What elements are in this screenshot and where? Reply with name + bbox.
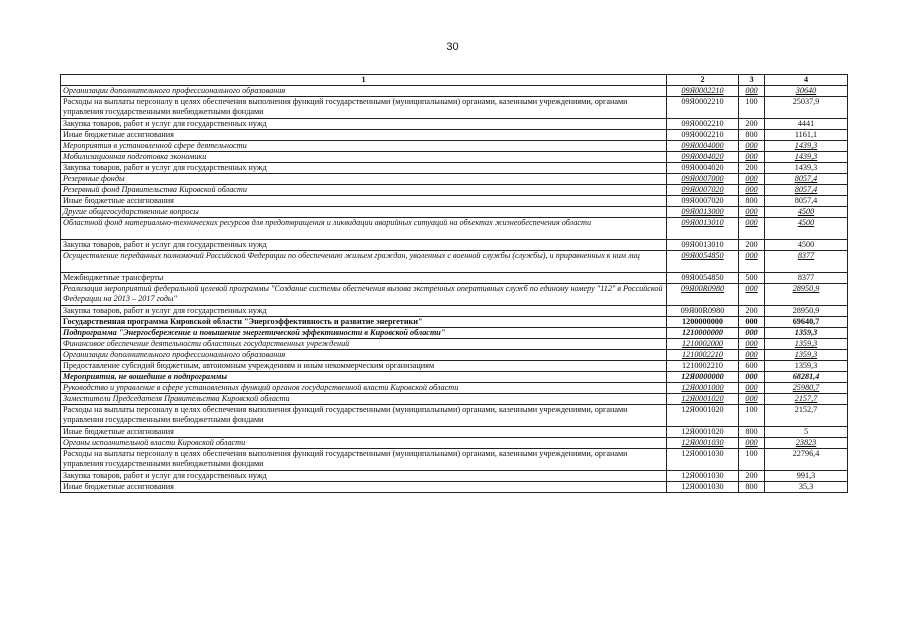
row-type-cell: 800 bbox=[739, 482, 765, 493]
row-amount-cell: 4500 bbox=[765, 240, 848, 251]
table-row bbox=[61, 350, 848, 361]
row-type-cell: 000 bbox=[739, 284, 765, 306]
row-amount-cell: 22796,4 bbox=[765, 449, 848, 471]
row-code-cell: 09Я0013010 bbox=[667, 240, 739, 251]
row-name-cell: Закупка товаров, работ и услуг для государственных нужд bbox=[61, 471, 667, 482]
row-amount-cell: 1359,3 bbox=[765, 361, 848, 372]
row-name-cell: Государственная программа Кировской области "Энергоэффективность и развитие энергетики" bbox=[61, 317, 667, 328]
table-row bbox=[61, 405, 848, 427]
row-name-cell: Организации дополнительного профессионального образования bbox=[61, 350, 667, 361]
row-code-cell: 09Я0013010 bbox=[667, 218, 739, 240]
row-code-cell: 09Я0007000 bbox=[667, 174, 739, 185]
row-type-cell: 000 bbox=[739, 383, 765, 394]
row-name-cell: Иные бюджетные ассигнования bbox=[61, 482, 667, 493]
row-type-cell: 600 bbox=[739, 361, 765, 372]
column-header-type: 3 bbox=[739, 75, 765, 86]
table-row bbox=[61, 218, 848, 240]
row-amount-cell: 1161,1 bbox=[765, 130, 848, 141]
row-type-cell: 800 bbox=[739, 427, 765, 438]
row-name-cell: Иные бюджетные ассигнования bbox=[61, 196, 667, 207]
row-code-cell: 1210002210 bbox=[667, 350, 739, 361]
row-code-cell: 12Я0001020 bbox=[667, 405, 739, 427]
row-code-cell: 09Я0002210 bbox=[667, 97, 739, 119]
table-row bbox=[61, 86, 848, 97]
row-type-cell: 800 bbox=[739, 196, 765, 207]
table-row bbox=[61, 119, 848, 130]
row-code-cell: 12Я0001030 bbox=[667, 449, 739, 471]
row-type-cell: 200 bbox=[739, 163, 765, 174]
row-code-cell: 09Я00R0980 bbox=[667, 306, 739, 317]
row-type-cell: 000 bbox=[739, 251, 765, 273]
row-type-cell: 000 bbox=[739, 185, 765, 196]
row-type-cell: 000 bbox=[739, 350, 765, 361]
budget-table-body bbox=[61, 75, 848, 493]
table-row bbox=[61, 306, 848, 317]
row-name-cell: Закупка товаров, работ и услуг для государственных нужд bbox=[61, 240, 667, 251]
row-type-cell: 000 bbox=[739, 152, 765, 163]
row-type-cell: 100 bbox=[739, 449, 765, 471]
row-name-cell: Закупка товаров, работ и услуг для государственных нужд bbox=[61, 306, 667, 317]
table-row bbox=[61, 251, 848, 273]
row-name-cell: Расходы на выплаты персоналу в целях обеспечения выполнения функций государственными (муниципальными) органами, казенными учреждениями, органами управления государственными внебюджетными фондами bbox=[61, 97, 667, 119]
row-name-cell: Осуществление переданных полномочий Российской Федерации по обеспечению жильем граждан, уволенных с военной службы (службы), и приравненных к ним лиц bbox=[61, 251, 667, 273]
row-amount-cell: 35,3 bbox=[765, 482, 848, 493]
row-type-cell: 000 bbox=[739, 174, 765, 185]
row-code-cell: 09Я00R0980 bbox=[667, 284, 739, 306]
row-name-cell: Расходы на выплаты персоналу в целях обеспечения выполнения функций государственными (муниципальными) органами, казенными учреждениями, органами управления государственными внебюджетными фондами bbox=[61, 449, 667, 471]
row-name-cell: Заместители Председателя Правительства Кировской области bbox=[61, 394, 667, 405]
row-name-cell: Финансовое обеспечение деятельности областных государственных учреждений bbox=[61, 339, 667, 350]
table-row bbox=[61, 482, 848, 493]
row-code-cell: 09Я0002210 bbox=[667, 86, 739, 97]
row-name-cell: Резервные фонды bbox=[61, 174, 667, 185]
row-amount-cell: 28950,9 bbox=[765, 284, 848, 306]
column-header-name: 1 bbox=[61, 75, 667, 86]
row-amount-cell: 30640 bbox=[765, 86, 848, 97]
row-code-cell: 12Я0001030 bbox=[667, 482, 739, 493]
row-type-cell: 200 bbox=[739, 306, 765, 317]
row-name-cell: Закупка товаров, работ и услуг для государственных нужд bbox=[61, 119, 667, 130]
row-code-cell: 09Я0007020 bbox=[667, 196, 739, 207]
row-amount-cell: 1359,3 bbox=[765, 328, 848, 339]
row-amount-cell: 1439,3 bbox=[765, 141, 848, 152]
row-type-cell: 000 bbox=[739, 372, 765, 383]
row-amount-cell: 25980,7 bbox=[765, 383, 848, 394]
table-row bbox=[61, 152, 848, 163]
row-type-cell: 000 bbox=[739, 218, 765, 240]
row-code-cell: 12Я0001020 bbox=[667, 394, 739, 405]
page-number: 30 bbox=[446, 41, 459, 53]
row-amount-cell: 4500 bbox=[765, 207, 848, 218]
row-name-cell: Руководство и управление в сфере установленных функций органов государственной власти Кировской области bbox=[61, 383, 667, 394]
row-code-cell: 09Я0004020 bbox=[667, 152, 739, 163]
row-amount-cell: 2152,7 bbox=[765, 405, 848, 427]
row-code-cell: 09Я0054850 bbox=[667, 251, 739, 273]
row-type-cell: 000 bbox=[739, 394, 765, 405]
table-row bbox=[61, 185, 848, 196]
row-amount-cell: 4441 bbox=[765, 119, 848, 130]
row-amount-cell: 69640,7 bbox=[765, 317, 848, 328]
table-row bbox=[61, 207, 848, 218]
row-type-cell: 200 bbox=[739, 240, 765, 251]
row-code-cell: 09Я0054850 bbox=[667, 273, 739, 284]
row-type-cell: 100 bbox=[739, 405, 765, 427]
table-row bbox=[61, 273, 848, 284]
table-row bbox=[61, 372, 848, 383]
row-code-cell: 09Я0002210 bbox=[667, 119, 739, 130]
table-row bbox=[61, 438, 848, 449]
row-name-cell: Другие общегосударственные вопросы bbox=[61, 207, 667, 218]
row-amount-cell: 991,3 bbox=[765, 471, 848, 482]
row-code-cell: 09Я0013000 bbox=[667, 207, 739, 218]
table-row bbox=[61, 284, 848, 306]
row-code-cell: 09Я0004020 bbox=[667, 163, 739, 174]
table-row bbox=[61, 339, 848, 350]
table-row bbox=[61, 240, 848, 251]
row-code-cell: 1210000000 bbox=[667, 328, 739, 339]
row-type-cell: 200 bbox=[739, 119, 765, 130]
row-amount-cell: 1439,3 bbox=[765, 163, 848, 174]
row-name-cell: Расходы на выплаты персоналу в целях обеспечения выполнения функций государственными (муниципальными) органами, казенными учреждениями, органами управления государственными внебюджетными фондами bbox=[61, 405, 667, 427]
row-code-cell: 09Я0004000 bbox=[667, 141, 739, 152]
table-header-row bbox=[61, 75, 848, 86]
row-code-cell: 09Я0007020 bbox=[667, 185, 739, 196]
table-row bbox=[61, 427, 848, 438]
row-amount-cell: 28950,9 bbox=[765, 306, 848, 317]
row-amount-cell: 2157,7 bbox=[765, 394, 848, 405]
row-amount-cell: 1439,3 bbox=[765, 152, 848, 163]
row-name-cell: Органы исполнительной власти Кировской области bbox=[61, 438, 667, 449]
row-type-cell: 000 bbox=[739, 438, 765, 449]
table-row bbox=[61, 394, 848, 405]
row-name-cell: Реализация мероприятий федеральной целевой программы "Создание системы обеспечения вызова экстренных оперативных служб по единому номеру "112" в Российской Федерации на 2013 – 2017 годы" bbox=[61, 284, 667, 306]
table-row bbox=[61, 328, 848, 339]
column-header-amount: 4 bbox=[765, 75, 848, 86]
row-type-cell: 100 bbox=[739, 97, 765, 119]
row-code-cell: 1210002210 bbox=[667, 361, 739, 372]
row-name-cell: Мероприятия в установленной сфере деятельности bbox=[61, 141, 667, 152]
row-code-cell: 1210002000 bbox=[667, 339, 739, 350]
row-code-cell: 12Я0001020 bbox=[667, 427, 739, 438]
row-name-cell: Межбюджетные трансферты bbox=[61, 273, 667, 284]
column-header-code: 2 bbox=[667, 75, 739, 86]
row-name-cell: Закупка товаров, работ и услуг для государственных нужд bbox=[61, 163, 667, 174]
row-type-cell: 000 bbox=[739, 86, 765, 97]
row-type-cell: 000 bbox=[739, 339, 765, 350]
row-amount-cell: 4500 bbox=[765, 218, 848, 240]
row-name-cell: Мероприятия, не вошедшие в подпрограммы bbox=[61, 372, 667, 383]
table-row bbox=[61, 174, 848, 185]
table-row bbox=[61, 97, 848, 119]
row-amount-cell: 68281,4 bbox=[765, 372, 848, 383]
row-type-cell: 000 bbox=[739, 328, 765, 339]
table-row bbox=[61, 449, 848, 471]
table-row bbox=[61, 361, 848, 372]
row-code-cell: 12Я0001030 bbox=[667, 438, 739, 449]
row-code-cell: 12Я0001030 bbox=[667, 471, 739, 482]
row-amount-cell: 5 bbox=[765, 427, 848, 438]
row-type-cell: 000 bbox=[739, 317, 765, 328]
row-name-cell: Иные бюджетные ассигнования bbox=[61, 130, 667, 141]
row-type-cell: 000 bbox=[739, 207, 765, 218]
table-row bbox=[61, 141, 848, 152]
row-name-cell: Предоставление субсидий бюджетным, автономным учреждениям и иным некоммерческим организациям bbox=[61, 361, 667, 372]
row-type-cell: 200 bbox=[739, 471, 765, 482]
table-row bbox=[61, 317, 848, 328]
row-code-cell: 1200000000 bbox=[667, 317, 739, 328]
budget-table bbox=[60, 74, 848, 493]
row-amount-cell: 8057,4 bbox=[765, 196, 848, 207]
row-code-cell: 12Я0001000 bbox=[667, 383, 739, 394]
row-name-cell: Резервный фонд Правительства Кировской области bbox=[61, 185, 667, 196]
table-row bbox=[61, 163, 848, 174]
row-type-cell: 800 bbox=[739, 130, 765, 141]
table-row bbox=[61, 471, 848, 482]
row-amount-cell: 8057,4 bbox=[765, 174, 848, 185]
row-name-cell: Подпрограмма "Энергосбережение и повышение энергетической эффективности в Кировской области" bbox=[61, 328, 667, 339]
row-amount-cell: 25037,9 bbox=[765, 97, 848, 119]
row-amount-cell: 23823 bbox=[765, 438, 848, 449]
row-amount-cell: 1359,3 bbox=[765, 350, 848, 361]
table-row bbox=[61, 196, 848, 207]
row-amount-cell: 8057,4 bbox=[765, 185, 848, 196]
row-type-cell: 000 bbox=[739, 141, 765, 152]
row-name-cell: Организации дополнительного профессионального образования bbox=[61, 86, 667, 97]
row-code-cell: 12Я0000000 bbox=[667, 372, 739, 383]
row-amount-cell: 1359,3 bbox=[765, 339, 848, 350]
table-row bbox=[61, 383, 848, 394]
row-name-cell: Мобилизационная подготовка экономики bbox=[61, 152, 667, 163]
row-amount-cell: 8377 bbox=[765, 251, 848, 273]
row-amount-cell: 8377 bbox=[765, 273, 848, 284]
row-name-cell: Иные бюджетные ассигнования bbox=[61, 427, 667, 438]
row-type-cell: 500 bbox=[739, 273, 765, 284]
row-name-cell: Областной фонд материально-технических ресурсов для предотвращения и ликвидации аварийных ситуаций на объектах жизнеобеспечения области bbox=[61, 218, 667, 240]
row-code-cell: 09Я0002210 bbox=[667, 130, 739, 141]
table-row bbox=[61, 130, 848, 141]
